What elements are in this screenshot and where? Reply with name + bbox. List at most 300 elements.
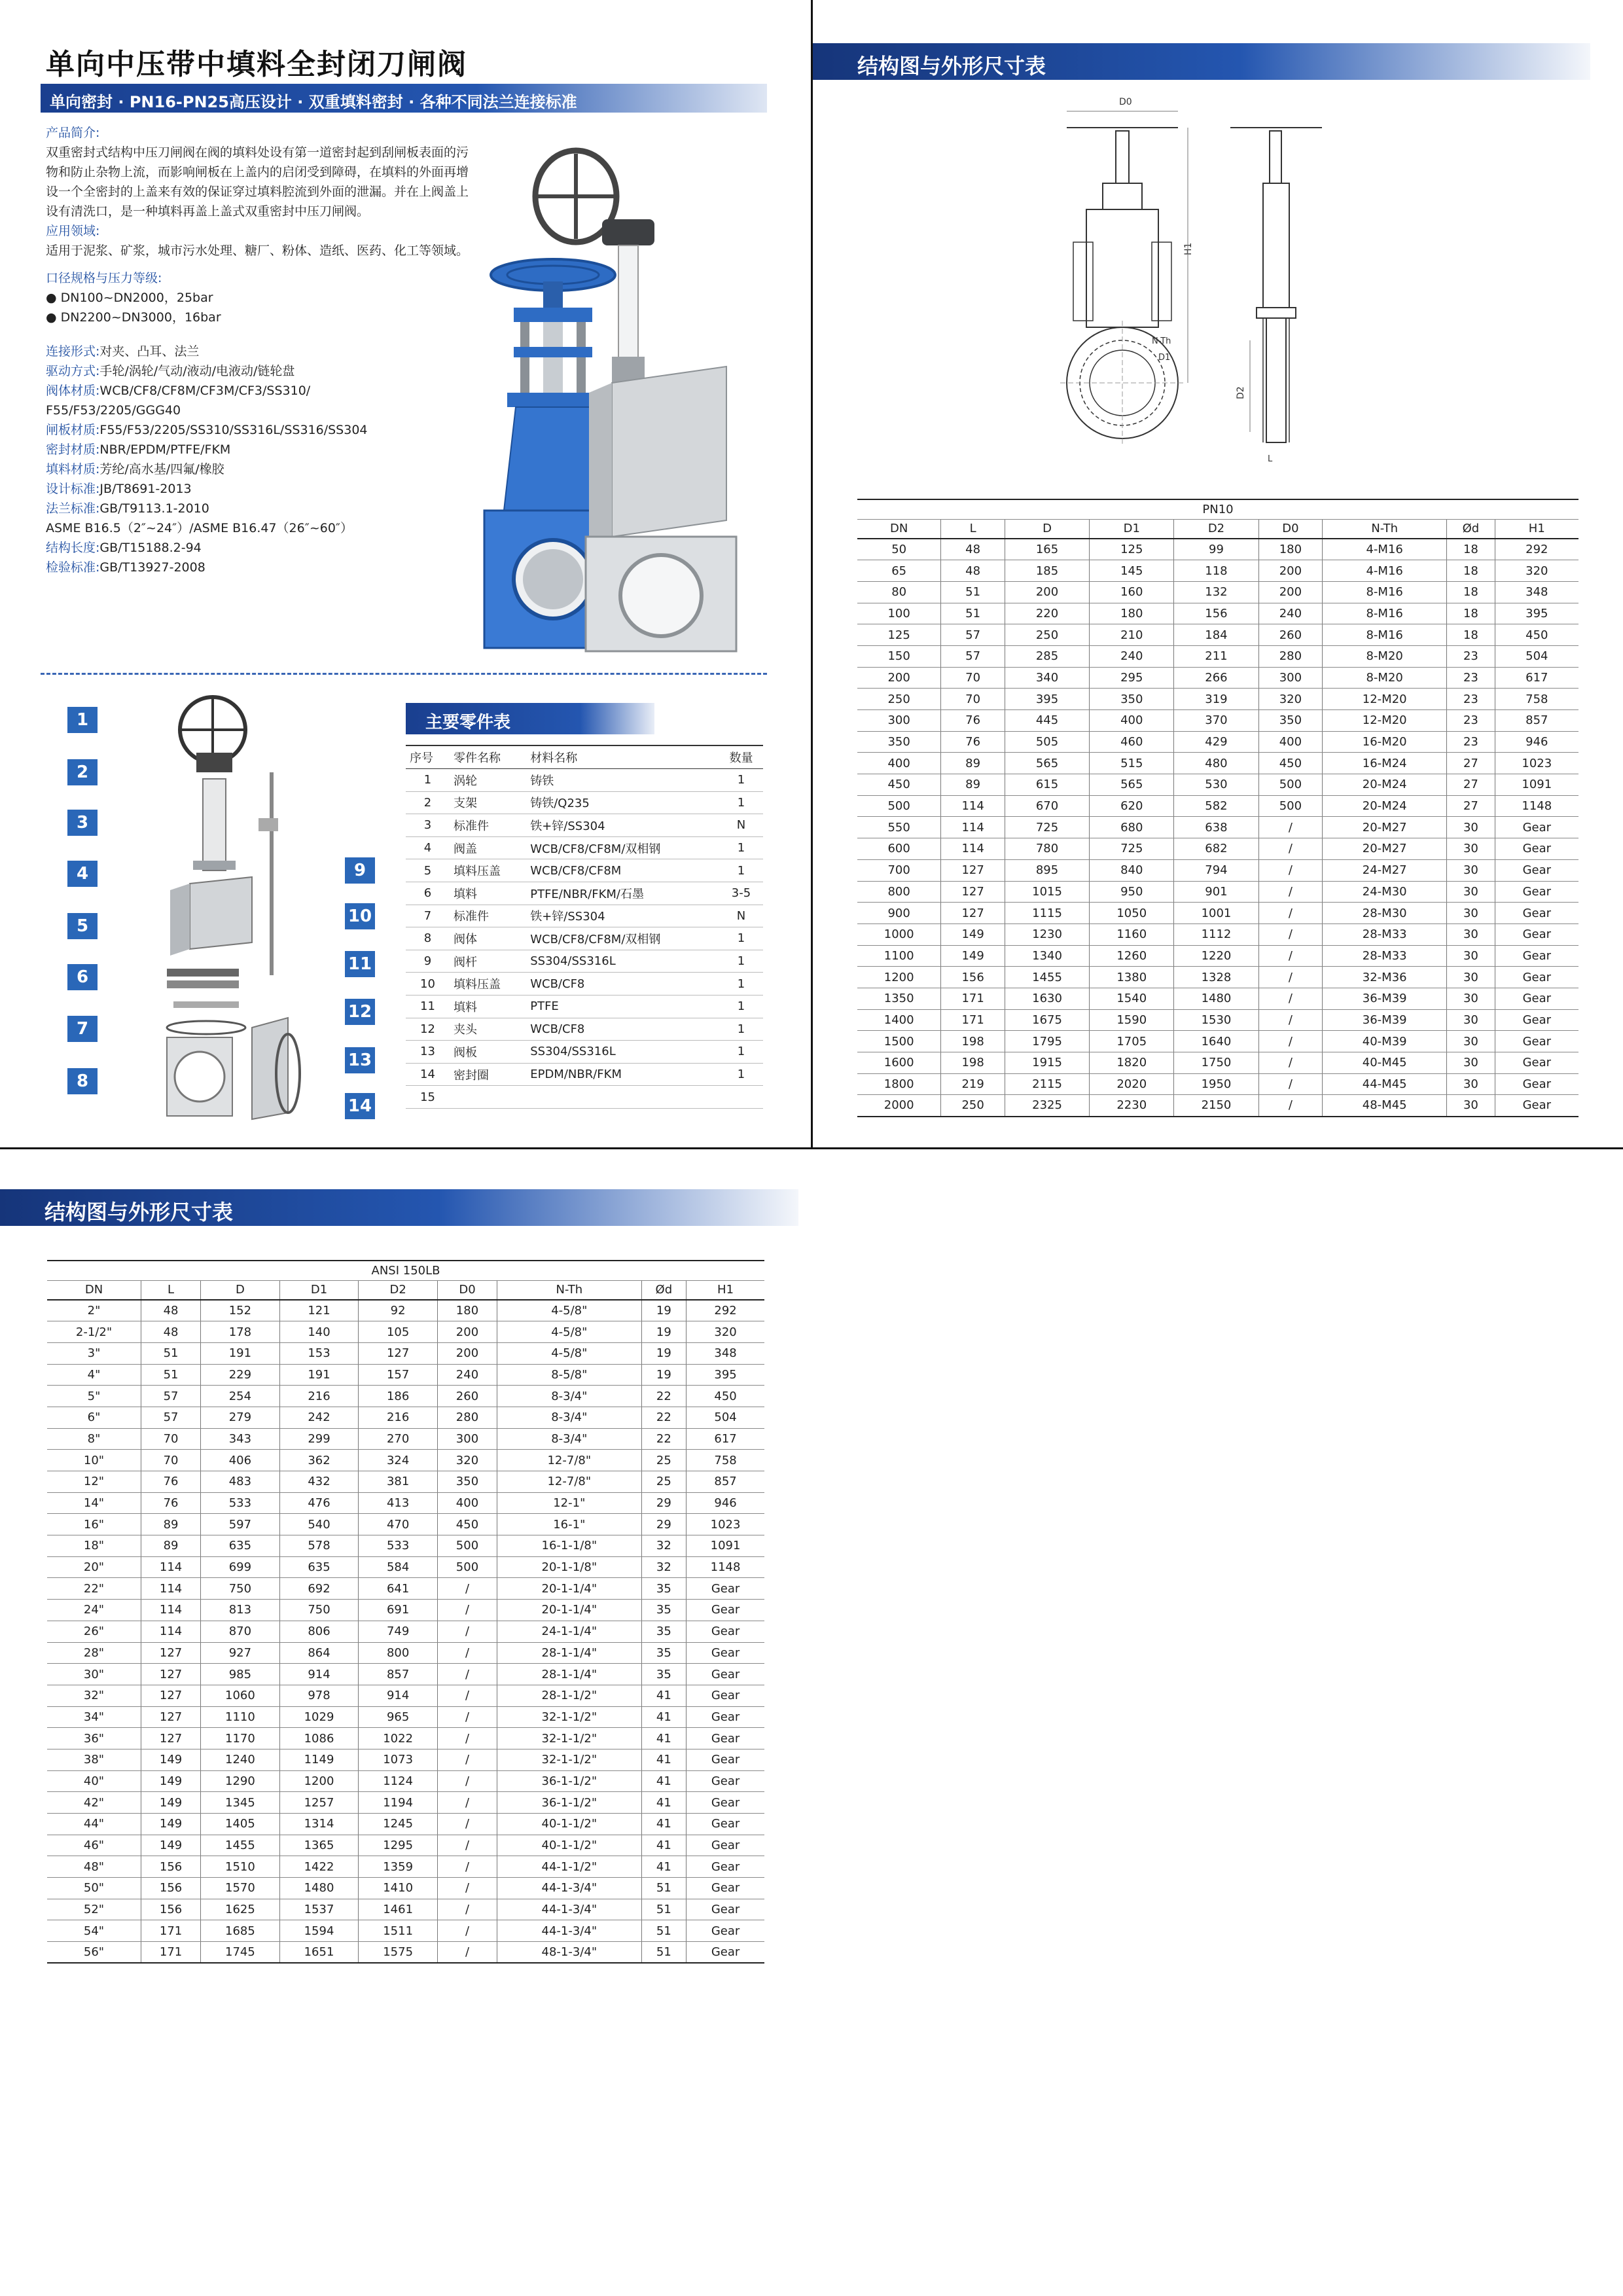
parts-table-cell: SS304/SS316L bbox=[526, 1041, 719, 1064]
parts-table-cell: PTFE bbox=[526, 995, 719, 1018]
spec-row bbox=[46, 518, 471, 538]
ansi-table-cell: 35 bbox=[641, 1600, 687, 1621]
pn10-table-cell: 180 bbox=[1258, 539, 1323, 560]
ansi-table-row bbox=[47, 1342, 764, 1364]
ansi-table-cell: 1257 bbox=[279, 1792, 359, 1814]
ansi-table-cell: 51 bbox=[641, 1878, 687, 1899]
ansi-table-cell: 19 bbox=[641, 1300, 687, 1321]
pn10-table-cell: 2325 bbox=[1005, 1095, 1089, 1117]
pn10-table-cell: 300 bbox=[857, 710, 941, 732]
pn10-table-cell: 30 bbox=[1447, 1073, 1495, 1095]
spec-value: 手轮/涡轮/气动/液动/电液动/链轮盘 bbox=[99, 364, 295, 378]
ansi-table-cell: 946 bbox=[687, 1492, 764, 1514]
ansi-table-cell: 35 bbox=[641, 1621, 687, 1642]
section-title-ansi: 结构图与外形尺寸表 bbox=[0, 1189, 798, 1226]
ansi-header-cell: D2 bbox=[359, 1280, 438, 1300]
ansi-table-cell: 985 bbox=[201, 1664, 280, 1685]
ansi-table-cell: 533 bbox=[201, 1492, 280, 1514]
pn10-table-cell: 1001 bbox=[1174, 903, 1258, 924]
spec-label: 闸板材质: bbox=[46, 423, 100, 437]
ansi-table-cell: 300 bbox=[437, 1428, 497, 1450]
pn10-table-cell: 171 bbox=[941, 988, 1005, 1009]
pn10-table-cell: 48 bbox=[941, 539, 1005, 560]
spec-label: 驱动方式: bbox=[46, 364, 100, 378]
drawing-label-d0: D0 bbox=[1119, 97, 1132, 107]
ansi-table-cell: 22 bbox=[641, 1386, 687, 1407]
parts-table-cell: 6 bbox=[406, 882, 450, 905]
pn10-table-cell: 100 bbox=[857, 603, 941, 624]
pn10-table-cell: 400 bbox=[857, 753, 941, 774]
ansi-table-cell: 240 bbox=[437, 1364, 497, 1386]
ansi-table-cell: 500 bbox=[437, 1535, 497, 1557]
ansi-table-cell: 200 bbox=[437, 1321, 497, 1343]
ansi-table-cell: Gear bbox=[687, 1920, 764, 1942]
ansi-header-row bbox=[47, 1280, 764, 1300]
ansi-table-cell: 51 bbox=[641, 1899, 687, 1920]
spec-label: 设计标准: bbox=[46, 482, 100, 496]
pn10-table-row bbox=[857, 1052, 1578, 1074]
pn10-table-cell: 40-M39 bbox=[1323, 1031, 1447, 1052]
ansi-table-cell: 44-1-3/4" bbox=[497, 1920, 642, 1942]
spec-value: F55/F53/2205/SS310/SS316L/SS316/SS304 bbox=[99, 423, 368, 437]
ansi-table-cell: 758 bbox=[687, 1450, 764, 1471]
pn10-table-cell: 2115 bbox=[1005, 1073, 1089, 1095]
structure-drawing bbox=[1047, 92, 1348, 491]
parts-table-cell: 支架 bbox=[450, 791, 526, 814]
parts-table-cell: 1 bbox=[719, 791, 763, 814]
ansi-table-cell: 180 bbox=[437, 1300, 497, 1321]
pn10-table-cell: 901 bbox=[1174, 881, 1258, 903]
ansi-table-cell: 127 bbox=[141, 1706, 201, 1728]
parts-table-cell: 阀板 bbox=[450, 1041, 526, 1064]
ansi-header-cell: D bbox=[201, 1280, 280, 1300]
ansi-table-cell: 28-1-1/2" bbox=[497, 1685, 642, 1706]
ansi-table-row bbox=[47, 1450, 764, 1471]
pn10-table-cell: 1091 bbox=[1495, 774, 1578, 796]
ansi-table-cell: 54" bbox=[47, 1920, 141, 1942]
pn10-table-cell: 48-M45 bbox=[1323, 1095, 1447, 1117]
pn10-table-cell: 36-M39 bbox=[1323, 988, 1447, 1009]
parts-table-cell: 1 bbox=[719, 927, 763, 950]
ansi-table-row bbox=[47, 1600, 764, 1621]
ansi-table-cell: 156 bbox=[141, 1878, 201, 1899]
parts-table-cell: 1 bbox=[406, 769, 450, 792]
ansi-table-cell: 324 bbox=[359, 1450, 438, 1471]
parts-table-cell: WCB/CF8 bbox=[526, 1018, 719, 1041]
parts-table-header bbox=[406, 745, 763, 769]
pn10-header-cell: D1 bbox=[1090, 519, 1174, 539]
part-number-badge: 1 bbox=[67, 707, 98, 733]
pn10-table-cell: 600 bbox=[857, 838, 941, 860]
pn10-table-cell: 840 bbox=[1090, 859, 1174, 881]
parts-table-row bbox=[406, 927, 763, 950]
pn10-table-cell: / bbox=[1258, 881, 1323, 903]
pn10-table-row bbox=[857, 1009, 1578, 1031]
pn10-table-cell: 1950 bbox=[1174, 1073, 1258, 1095]
ansi-table-cell: 1029 bbox=[279, 1706, 359, 1728]
pn10-table-cell: 160 bbox=[1090, 581, 1174, 603]
ansi-table-cell: 89 bbox=[141, 1535, 201, 1557]
pn10-table-row bbox=[857, 624, 1578, 646]
pn10-table-row bbox=[857, 645, 1578, 667]
ansi-table-cell: 348 bbox=[687, 1342, 764, 1364]
pn10-table-row bbox=[857, 689, 1578, 710]
ansi-table-cell: 32" bbox=[47, 1685, 141, 1706]
pn10-table-cell: 89 bbox=[941, 753, 1005, 774]
ansi-table-cell: 157 bbox=[359, 1364, 438, 1386]
ansi-table-cell: 1022 bbox=[359, 1728, 438, 1749]
pn10-table-row bbox=[857, 924, 1578, 945]
ansi-table-row bbox=[47, 1407, 764, 1428]
pn10-table-cell: 16-M20 bbox=[1323, 731, 1447, 753]
pn10-table-cell: 27 bbox=[1447, 753, 1495, 774]
ansi-table-cell: 343 bbox=[201, 1428, 280, 1450]
ansi-table-cell: 16" bbox=[47, 1514, 141, 1535]
ansi-table-cell: Gear bbox=[687, 1642, 764, 1664]
spec-row bbox=[46, 459, 471, 479]
parts-header-part: 零件名称 bbox=[450, 745, 526, 769]
parts-table-cell: SS304/SS316L bbox=[526, 950, 719, 973]
ansi-table-cell: 216 bbox=[359, 1407, 438, 1428]
pn10-table-cell: 319 bbox=[1174, 689, 1258, 710]
ansi-table-cell: 229 bbox=[201, 1364, 280, 1386]
pn10-table-cell: 23 bbox=[1447, 689, 1495, 710]
ansi-table-cell: 22 bbox=[641, 1407, 687, 1428]
pn10-table-cell: 8-M16 bbox=[1323, 624, 1447, 646]
ansi-table-cell: Gear bbox=[687, 1792, 764, 1814]
ansi-table-cell: Gear bbox=[687, 1770, 764, 1792]
spec-row bbox=[46, 499, 471, 518]
ansi-table-cell: 114 bbox=[141, 1578, 201, 1600]
pn10-table-cell: 125 bbox=[857, 624, 941, 646]
pn10-table-cell: 18 bbox=[1447, 539, 1495, 560]
ansi-table-cell: 691 bbox=[359, 1600, 438, 1621]
pn10-table-cell: 1600 bbox=[857, 1052, 941, 1074]
pn10-table-cell: 1328 bbox=[1174, 967, 1258, 988]
pn10-table-cell: 1230 bbox=[1005, 924, 1089, 945]
parts-table-cell: 11 bbox=[406, 995, 450, 1018]
pn10-table-cell: 725 bbox=[1005, 817, 1089, 838]
ansi-table-row bbox=[47, 1728, 764, 1749]
part-number-badge: 3 bbox=[67, 810, 98, 836]
pn10-table-row bbox=[857, 1095, 1578, 1117]
ansi-table-cell: 857 bbox=[687, 1471, 764, 1493]
parts-header-qty: 数量 bbox=[719, 745, 763, 769]
pn10-table-cell: 1795 bbox=[1005, 1031, 1089, 1052]
ansi-table-cell: 38" bbox=[47, 1749, 141, 1770]
ansi-table-cell: 470 bbox=[359, 1514, 438, 1535]
pn10-table-cell: 20-M24 bbox=[1323, 795, 1447, 817]
pn10-table-cell: 57 bbox=[941, 645, 1005, 667]
ansi-table-cell: 76 bbox=[141, 1471, 201, 1493]
ansi-table-cell: 48" bbox=[47, 1856, 141, 1878]
ansi-table-cell: 41 bbox=[641, 1770, 687, 1792]
pn10-table-cell: / bbox=[1258, 1009, 1323, 1031]
ansi-table-cell: 40" bbox=[47, 1770, 141, 1792]
pn10-table-cell: 500 bbox=[857, 795, 941, 817]
ansi-table-cell: 395 bbox=[687, 1364, 764, 1386]
parts-table-row bbox=[406, 905, 763, 927]
ansi-table-cell: 20" bbox=[47, 1556, 141, 1578]
pn10-table-cell: 200 bbox=[1258, 581, 1323, 603]
ansi-table-cell: 152 bbox=[201, 1300, 280, 1321]
spec-value: ASME B16.5（2″~24″）/ASME B16.47（26″~60″） bbox=[46, 521, 353, 535]
pn10-table-cell: 180 bbox=[1090, 603, 1174, 624]
pn10-table-cell: 1000 bbox=[857, 924, 941, 945]
parts-table-row bbox=[406, 1086, 763, 1109]
pn10-table-cell: 184 bbox=[1174, 624, 1258, 646]
pn10-table-cell: 400 bbox=[1258, 731, 1323, 753]
pn10-table-cell: 171 bbox=[941, 1009, 1005, 1031]
ansi-table-cell: 8-5/8" bbox=[497, 1364, 642, 1386]
parts-table-cell: 标准件 bbox=[450, 905, 526, 927]
pn10-table-cell: 23 bbox=[1447, 667, 1495, 689]
pn10-table-cell: 395 bbox=[1495, 603, 1578, 624]
ansi-table-cell: 200 bbox=[437, 1342, 497, 1364]
pn10-header-cell: D2 bbox=[1174, 519, 1258, 539]
ansi-table-cell: 260 bbox=[437, 1386, 497, 1407]
section-title-pn10: 结构图与外形尺寸表 bbox=[813, 43, 1590, 80]
page-title: 单向中压带中填料全封闭刀闸阀 bbox=[46, 48, 467, 81]
parts-table-cell: WCB/CF8/CF8M/双相钢 bbox=[526, 927, 719, 950]
pn10-table-cell: 149 bbox=[941, 924, 1005, 945]
ansi-header-cell: H1 bbox=[687, 1280, 764, 1300]
pn10-table-cell: 615 bbox=[1005, 774, 1089, 796]
pn10-table-cell: 185 bbox=[1005, 560, 1089, 582]
ansi-table-cell: 44-1-1/2" bbox=[497, 1856, 642, 1878]
pn10-table-cell: Gear bbox=[1495, 1052, 1578, 1074]
pn10-table-cell: 758 bbox=[1495, 689, 1578, 710]
ansi-table-cell: 20-1-1/4" bbox=[497, 1600, 642, 1621]
spec-value: F55/F53/2205/GGG40 bbox=[46, 403, 181, 418]
parts-table-row bbox=[406, 859, 763, 882]
ansi-table-cell: 1200 bbox=[279, 1770, 359, 1792]
parts-table-cell bbox=[450, 1086, 526, 1109]
spec-value: 芳纶/高水基/四氟/橡胶 bbox=[99, 462, 224, 476]
pn10-table-cell: 12-M20 bbox=[1323, 689, 1447, 710]
ansi-table-cell: 750 bbox=[201, 1578, 280, 1600]
pn10-table-cell: 30 bbox=[1447, 817, 1495, 838]
ansi-table-cell: / bbox=[437, 1770, 497, 1792]
ansi-table-cell: 617 bbox=[687, 1428, 764, 1450]
pn10-table-cell: 1380 bbox=[1090, 967, 1174, 988]
parts-table-cell: 阀杆 bbox=[450, 950, 526, 973]
ansi-header-cell: N-Th bbox=[497, 1280, 642, 1300]
ansi-table-cell: 149 bbox=[141, 1814, 201, 1835]
ansi-table-cell: Gear bbox=[687, 1856, 764, 1878]
parts-table-cell: 填料压盖 bbox=[450, 859, 526, 882]
ansi-table-cell: 450 bbox=[437, 1514, 497, 1535]
ansi-table-cell: 1685 bbox=[201, 1920, 280, 1942]
ansi-table-cell: / bbox=[437, 1706, 497, 1728]
pn10-table-cell: 48 bbox=[941, 560, 1005, 582]
spec-label: 法兰标准: bbox=[46, 501, 100, 516]
ansi-table-cell: 46" bbox=[47, 1835, 141, 1856]
pn10-table-cell: 515 bbox=[1090, 753, 1174, 774]
ansi-table-cell: 191 bbox=[201, 1342, 280, 1364]
ansi-table-cell: 1240 bbox=[201, 1749, 280, 1770]
pn10-table-cell: 800 bbox=[857, 881, 941, 903]
parts-table-cell: 铁+锌/SS304 bbox=[526, 814, 719, 837]
ansi-table-cell: 1625 bbox=[201, 1899, 280, 1920]
ansi-table-cell: 51 bbox=[141, 1342, 201, 1364]
ansi-table-cell: / bbox=[437, 1814, 497, 1835]
parts-table-cell: 10 bbox=[406, 973, 450, 996]
pn10-table-cell: 350 bbox=[857, 731, 941, 753]
ansi-table-cell: 413 bbox=[359, 1492, 438, 1514]
pn10-table-cell: 680 bbox=[1090, 817, 1174, 838]
pn10-table-cell: / bbox=[1258, 1052, 1323, 1074]
ansi-table-cell: 1480 bbox=[279, 1878, 359, 1899]
product-intro-text: 双重密封式结构中压刀闸阀在阀的填料处设有第一道密封起到刮闸板表面的污物和防止杂物上流，而影响闸板在上盖内的启闭受到障碍，在填料的外面再增设一个全密封的上盖来有效的保证穿过填料腔流到外面的泄漏。并在上阀盖上设有清洗口，是一种填料再盖上盖式双重密封中压刀闸阀。 bbox=[46, 145, 469, 219]
ansi-table-cell: / bbox=[437, 1878, 497, 1899]
pn10-table-cell: 1220 bbox=[1174, 945, 1258, 967]
ansi-table-cell: 26" bbox=[47, 1621, 141, 1642]
ansi-table-cell: 36-1-1/2" bbox=[497, 1770, 642, 1792]
ansi-table-cell: 242 bbox=[279, 1407, 359, 1428]
ansi-table-row bbox=[47, 1685, 764, 1706]
parts-table-cell: 1 bbox=[719, 1063, 763, 1086]
pn10-table-cell: 480 bbox=[1174, 753, 1258, 774]
pn10-table-cell: 504 bbox=[1495, 645, 1578, 667]
ansi-table-cell: Gear bbox=[687, 1835, 764, 1856]
parts-table-cell: 1 bbox=[719, 973, 763, 996]
ansi-table-cell: 1345 bbox=[201, 1792, 280, 1814]
ansi-table-cell: 171 bbox=[141, 1920, 201, 1942]
ansi-table-cell: 1170 bbox=[201, 1728, 280, 1749]
ansi-table-cell: 1245 bbox=[359, 1814, 438, 1835]
pn10-table-cell: 220 bbox=[1005, 603, 1089, 624]
ansi-table-row bbox=[47, 1556, 764, 1578]
ansi-table-body bbox=[47, 1300, 764, 1963]
pn10-table-cell: 582 bbox=[1174, 795, 1258, 817]
ansi-table-cell: 114 bbox=[141, 1600, 201, 1621]
pn10-table-cell: 30 bbox=[1447, 1031, 1495, 1052]
pn10-table-cell: 65 bbox=[857, 560, 941, 582]
pn10-table-cell: 51 bbox=[941, 581, 1005, 603]
ansi-table-cell: 41 bbox=[641, 1856, 687, 1878]
pn10-table-cell: 70 bbox=[941, 689, 1005, 710]
ansi-table-cell: 44" bbox=[47, 1814, 141, 1835]
ansi-table-cell: / bbox=[437, 1642, 497, 1664]
ansi-table-row bbox=[47, 1428, 764, 1450]
size-item: ● DN100~DN2000，25bar bbox=[46, 291, 213, 305]
ansi-table-cell: 1455 bbox=[201, 1835, 280, 1856]
pn10-table-cell: 18 bbox=[1447, 581, 1495, 603]
subtitle-banner: 单向密封 · PN16-PN25高压设计 · 双重填料密封 · 各种不同法兰连接标准 bbox=[41, 84, 767, 113]
ansi-table-cell: 1314 bbox=[279, 1814, 359, 1835]
parts-table-cell: PTFE/NBR/FKM/石墨 bbox=[526, 882, 719, 905]
pn10-table-cell: 1480 bbox=[1174, 988, 1258, 1009]
ansi-table-cell: 36-1-1/2" bbox=[497, 1792, 642, 1814]
parts-table-cell: 1 bbox=[719, 769, 763, 792]
pn10-table-cell: 2150 bbox=[1174, 1095, 1258, 1117]
ansi-table-cell: 57 bbox=[141, 1386, 201, 1407]
spec-label: 密封材质: bbox=[46, 442, 100, 457]
pn10-table-cell: Gear bbox=[1495, 881, 1578, 903]
ansi-table-cell: 1290 bbox=[201, 1770, 280, 1792]
ansi-table-cell: / bbox=[437, 1792, 497, 1814]
ansi-table-cell: 105 bbox=[359, 1321, 438, 1343]
pn10-table-row bbox=[857, 859, 1578, 881]
pn10-header-cell: L bbox=[941, 519, 1005, 539]
parts-table-cell: 9 bbox=[406, 950, 450, 973]
ansi-table-cell: 70 bbox=[141, 1428, 201, 1450]
ansi-table-cell: 800 bbox=[359, 1642, 438, 1664]
ansi-table-cell: 1570 bbox=[201, 1878, 280, 1899]
ansi-dimension-table bbox=[47, 1260, 764, 1964]
ansi-table-cell: 25 bbox=[641, 1471, 687, 1493]
pn10-table-row bbox=[857, 753, 1578, 774]
pn10-table-cell: / bbox=[1258, 817, 1323, 838]
ansi-table-cell: 635 bbox=[201, 1535, 280, 1557]
part-number-badge: 11 bbox=[345, 951, 375, 977]
pn10-table-row bbox=[857, 539, 1578, 560]
pn10-table-cell: 125 bbox=[1090, 539, 1174, 560]
ansi-table-cell: 149 bbox=[141, 1792, 201, 1814]
ansi-table-cell: 41 bbox=[641, 1749, 687, 1770]
pn10-table-cell: 1675 bbox=[1005, 1009, 1089, 1031]
ansi-table-cell: 1422 bbox=[279, 1856, 359, 1878]
pn10-table-cell: 150 bbox=[857, 645, 941, 667]
pn10-table-cell: / bbox=[1258, 838, 1323, 860]
ansi-table-cell: 41 bbox=[641, 1685, 687, 1706]
pn10-table-cell: 16-M24 bbox=[1323, 753, 1447, 774]
ansi-table-cell: 1060 bbox=[201, 1685, 280, 1706]
pn10-table-cell: 1590 bbox=[1090, 1009, 1174, 1031]
parts-table-row bbox=[406, 836, 763, 859]
ansi-table-cell: 48 bbox=[141, 1321, 201, 1343]
pn10-table-cell: 20-M24 bbox=[1323, 774, 1447, 796]
pn10-table-cell: Gear bbox=[1495, 988, 1578, 1009]
ansi-table-cell: 41 bbox=[641, 1728, 687, 1749]
ansi-table-cell: 1295 bbox=[359, 1835, 438, 1856]
ansi-table-cell: 41 bbox=[641, 1706, 687, 1728]
parts-table-cell: 13 bbox=[406, 1041, 450, 1064]
ansi-table-row bbox=[47, 1770, 764, 1792]
part-number-badge: 7 bbox=[67, 1016, 98, 1042]
pn10-table-cell: 127 bbox=[941, 881, 1005, 903]
parts-table-cell bbox=[719, 1086, 763, 1109]
ansi-table-cell: 44-1-3/4" bbox=[497, 1878, 642, 1899]
pn10-table-cell: 1112 bbox=[1174, 924, 1258, 945]
spec-value: WCB/CF8/CF8M/CF3M/CF3/SS310/ bbox=[99, 384, 311, 398]
page-divider-horizontal bbox=[0, 1147, 1623, 1149]
pn10-table-cell: Gear bbox=[1495, 1073, 1578, 1095]
ansi-table-cell: 504 bbox=[687, 1407, 764, 1428]
pn10-table-cell: 165 bbox=[1005, 539, 1089, 560]
ansi-table-cell: 914 bbox=[279, 1664, 359, 1685]
parts-table-row bbox=[406, 973, 763, 996]
ansi-table-cell: 51 bbox=[641, 1920, 687, 1942]
ansi-table-cell: / bbox=[437, 1899, 497, 1920]
pn10-table-cell: 20-M27 bbox=[1323, 838, 1447, 860]
pn10-table-cell: 30 bbox=[1447, 924, 1495, 945]
pn10-table-cell: 565 bbox=[1005, 753, 1089, 774]
drawing-label-h1: H1 bbox=[1183, 242, 1194, 255]
part-number-badge: 8 bbox=[67, 1068, 98, 1094]
ansi-table-cell: 70 bbox=[141, 1450, 201, 1471]
pn10-table-cell: 20-M27 bbox=[1323, 817, 1447, 838]
ansi-table-cell: 1365 bbox=[279, 1835, 359, 1856]
application-label: 应用领域: bbox=[46, 224, 100, 238]
ansi-table-cell: 22" bbox=[47, 1578, 141, 1600]
pn10-table-cell: 114 bbox=[941, 795, 1005, 817]
pn10-table-cell: 198 bbox=[941, 1052, 1005, 1074]
spec-row bbox=[46, 381, 471, 401]
part-number-badge: 2 bbox=[67, 759, 98, 785]
ansi-table-cell: 24" bbox=[47, 1600, 141, 1621]
